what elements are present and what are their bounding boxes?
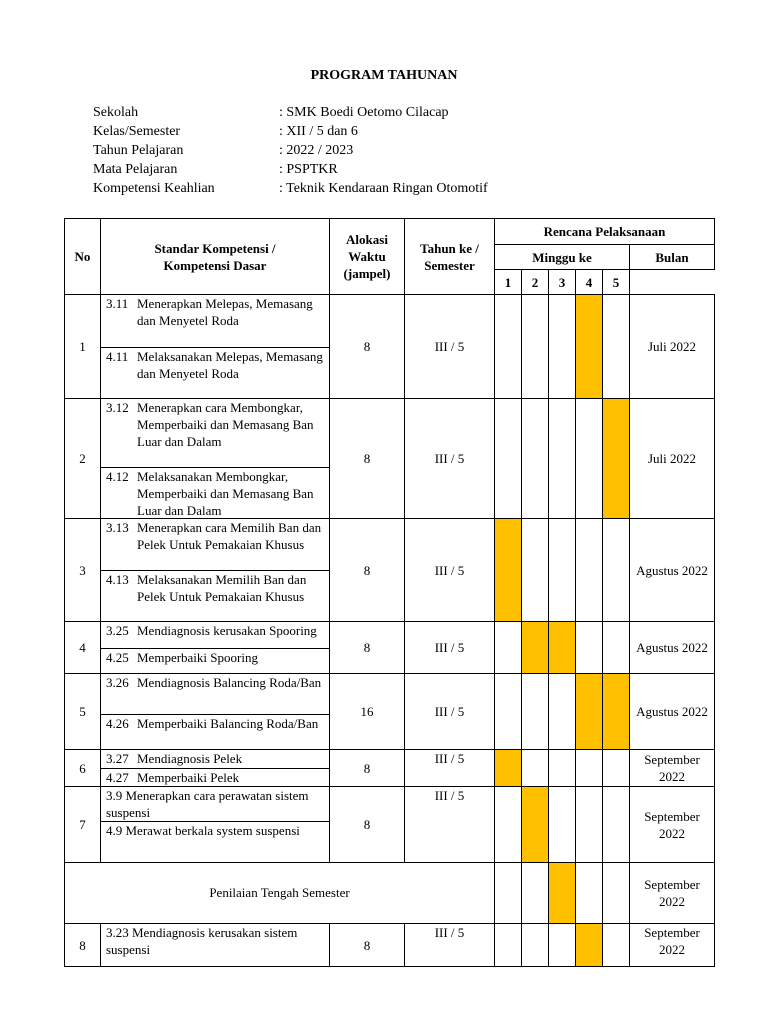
info-row — [93, 160, 488, 179]
competency-number: 4.26 — [106, 716, 129, 731]
competency-number: 4.11 — [106, 349, 129, 364]
competency-text: Melaksanakan Membongkar, Memperbaiki dan Memasang Ban Luar dan Dalam — [137, 469, 314, 518]
competency-item — [101, 648, 329, 673]
competency-cell — [101, 787, 330, 863]
header-week-5: 5 — [603, 270, 630, 295]
time-allocation: 8 — [330, 622, 405, 674]
week-5-cell — [603, 787, 630, 863]
table-row — [65, 750, 715, 787]
competency-item — [101, 467, 329, 518]
competency-number: 3.11 — [106, 296, 129, 311]
document-info — [93, 103, 488, 198]
time-allocation: 8 — [330, 519, 405, 622]
table-row — [65, 399, 715, 519]
week-2-cell — [522, 295, 549, 399]
info-value: : XII / 5 dan 6 — [279, 124, 358, 139]
competency-item — [101, 570, 329, 621]
week-5-cell — [603, 622, 630, 674]
row-number: 3 — [65, 519, 101, 622]
week-4-cell — [576, 863, 603, 924]
month-cell: Juli 2022 — [630, 295, 715, 399]
week-2-cell — [522, 750, 549, 787]
info-row — [93, 122, 488, 141]
table-row — [65, 674, 715, 750]
week-5-cell — [603, 519, 630, 622]
week-2-cell — [522, 399, 549, 519]
week-4-cell-scheduled — [576, 295, 603, 399]
row-number: 1 — [65, 295, 101, 399]
week-3-cell — [549, 750, 576, 787]
header-alokasi-waktu: Alokasi Waktu (jampel) — [330, 219, 405, 295]
competency-item — [101, 519, 329, 570]
week-5-cell — [603, 924, 630, 967]
competency-text: Melaksanakan Memilih Ban dan Pelek Untuk Pemakaian Khusus — [137, 572, 307, 604]
week-4-cell — [576, 787, 603, 863]
info-value: : PSPTKR — [279, 162, 338, 177]
competency-item: 3.9 Menerapkan cara perawatan sistem suspensi — [106, 788, 309, 820]
week-2-cell — [522, 924, 549, 967]
week-3-cell-scheduled — [549, 622, 576, 674]
info-value: : SMK Boedi Oetomo Cilacap — [279, 105, 449, 120]
competency-item — [101, 768, 329, 786]
year-semester: III / 5 — [405, 519, 495, 622]
competency-text: Menerapkan cara Memilih Ban dan Pelek Untuk Pemakaian Khusus — [137, 520, 322, 552]
year-semester: III / 5 — [405, 750, 495, 787]
week-5-cell-scheduled — [603, 399, 630, 519]
annual-program-table — [64, 218, 715, 967]
week-1-cell — [495, 924, 522, 967]
row-number: 7 — [65, 787, 101, 863]
competency-text: Memperbaiki Pelek — [137, 770, 240, 785]
competency-text: Mendiagnosis Balancing Roda/Ban — [137, 675, 322, 690]
month-cell: September 2022 — [630, 787, 715, 863]
week-4-cell — [576, 399, 603, 519]
header-week-1: 1 — [495, 270, 522, 295]
table-row — [65, 519, 715, 622]
header-minggu-ke: Minggu ke — [495, 245, 630, 270]
competency-number: 3.27 — [106, 751, 129, 766]
week-3-cell — [549, 924, 576, 967]
competency-text: Menerapkan Melepas, Memasang dan Menyetel Roda — [137, 296, 313, 328]
week-3-cell — [549, 295, 576, 399]
time-allocation: 8 — [330, 399, 405, 519]
info-value: : Teknik Kendaraan Ringan Otomotif — [279, 181, 488, 196]
time-allocation: 16 — [330, 674, 405, 750]
competency-number: 3.13 — [106, 520, 129, 535]
year-semester: III / 5 — [405, 787, 495, 863]
year-semester: III / 5 — [405, 622, 495, 674]
row-number: 2 — [65, 399, 101, 519]
info-label: Tahun Pelajaran — [93, 143, 184, 158]
header-rencana-pelaksanaan: Rencana Pelaksanaan — [495, 219, 715, 245]
competency-text: Memperbaiki Balancing Roda/Ban — [137, 716, 319, 731]
week-1-cell — [495, 674, 522, 750]
month-cell: September 2022 — [630, 863, 715, 924]
table-row — [65, 622, 715, 674]
competency-number: 4.12 — [106, 469, 129, 484]
header-bulan: Bulan — [630, 245, 715, 270]
row-number: 6 — [65, 750, 101, 787]
info-label: Kompetensi Keahlian — [93, 181, 215, 196]
week-4-cell — [576, 519, 603, 622]
week-2-cell-scheduled — [522, 622, 549, 674]
page-title: PROGRAM TAHUNAN — [310, 68, 458, 83]
week-4-cell — [576, 622, 603, 674]
header-standar-kompetensi: Standar Kompetensi / Kompetensi Dasar — [101, 219, 330, 295]
info-label: Mata Pelajaran — [93, 162, 178, 177]
competency-text: Menerapkan cara Membongkar, Memperbaiki dan Memasang Ban Luar dan Dalam — [137, 400, 314, 449]
week-1-cell-scheduled — [495, 750, 522, 787]
header-tahun-semester: Tahun ke / Semester — [405, 219, 495, 295]
info-value: : 2022 / 2023 — [279, 143, 354, 158]
week-5-cell-scheduled — [603, 674, 630, 750]
table-row — [65, 295, 715, 399]
competency-text: Memperbaiki Spooring — [137, 650, 258, 665]
row-number: 8 — [65, 924, 101, 967]
time-allocation: 8 — [330, 750, 405, 787]
header-week-2: 2 — [522, 270, 549, 295]
competency-number: 4.27 — [106, 770, 129, 785]
competency-item — [101, 399, 329, 467]
competency-item: 4.9 Merawat berkala system suspensi — [101, 821, 329, 862]
assessment-label: Penilaian Tengah Semester — [65, 863, 495, 924]
week-2-cell — [522, 519, 549, 622]
year-semester: III / 5 — [405, 674, 495, 750]
row-number: 4 — [65, 622, 101, 674]
table-row — [65, 863, 715, 924]
competency-item — [101, 622, 329, 648]
week-3-cell — [549, 519, 576, 622]
month-cell: Agustus 2022 — [630, 622, 715, 674]
week-3-cell — [549, 399, 576, 519]
week-1-cell — [495, 787, 522, 863]
month-cell: September 2022 — [630, 750, 715, 787]
week-1-cell — [495, 295, 522, 399]
competency-number: 3.25 — [106, 623, 129, 638]
info-row — [93, 141, 488, 160]
month-cell: September 2022 — [630, 924, 715, 967]
week-2-cell — [522, 863, 549, 924]
competency-item — [101, 347, 329, 398]
competency-cell — [101, 519, 330, 622]
month-cell: Agustus 2022 — [630, 674, 715, 750]
competency-text: Mendiagnosis kerusakan Spooring — [137, 623, 317, 638]
competency-text: Melaksanakan Melepas, Memasang dan Menyetel Roda — [137, 349, 323, 381]
year-semester: III / 5 — [405, 399, 495, 519]
info-row — [93, 179, 488, 198]
competency-cell — [101, 295, 330, 399]
week-5-cell — [603, 863, 630, 924]
week-1-cell — [495, 863, 522, 924]
competency-item — [101, 295, 329, 347]
table-row — [65, 924, 715, 967]
week-5-cell — [603, 295, 630, 399]
competency-cell — [101, 399, 330, 519]
competency-cell — [101, 622, 330, 674]
year-semester: III / 5 — [405, 924, 495, 967]
time-allocation: 8 — [330, 924, 405, 967]
week-5-cell — [603, 750, 630, 787]
week-1-cell — [495, 399, 522, 519]
competency-item — [101, 674, 329, 714]
competency-item: 3.23 Mendiagnosis kerusakan sistem suspensi — [106, 925, 298, 957]
week-2-cell — [522, 674, 549, 750]
week-1-cell — [495, 622, 522, 674]
info-label: Sekolah — [93, 105, 139, 120]
week-1-cell-scheduled — [495, 519, 522, 622]
month-cell: Juli 2022 — [630, 399, 715, 519]
competency-text: Mendiagnosis Pelek — [137, 751, 243, 766]
competency-cell — [101, 750, 330, 787]
table-row — [65, 787, 715, 863]
competency-number: 3.26 — [106, 675, 129, 690]
competency-number: 3.12 — [106, 400, 129, 415]
year-semester: III / 5 — [405, 295, 495, 399]
week-3-cell — [549, 787, 576, 863]
info-label: Kelas/Semester — [93, 124, 181, 139]
week-2-cell-scheduled — [522, 787, 549, 863]
competency-number: 4.25 — [106, 650, 129, 665]
time-allocation: 8 — [330, 787, 405, 863]
row-number: 5 — [65, 674, 101, 750]
header-week-4: 4 — [576, 270, 603, 295]
week-4-cell-scheduled — [576, 924, 603, 967]
competency-item — [101, 750, 329, 768]
competency-cell — [101, 924, 330, 967]
header-week-3: 3 — [549, 270, 576, 295]
week-4-cell-scheduled — [576, 674, 603, 750]
time-allocation: 8 — [330, 295, 405, 399]
week-3-cell — [549, 674, 576, 750]
week-4-cell — [576, 750, 603, 787]
month-cell: Agustus 2022 — [630, 519, 715, 622]
info-row — [93, 103, 488, 122]
competency-item — [101, 714, 329, 749]
week-3-cell-scheduled — [549, 863, 576, 924]
competency-cell — [101, 674, 330, 750]
header-no: No — [65, 219, 101, 295]
competency-number: 4.13 — [106, 572, 129, 587]
